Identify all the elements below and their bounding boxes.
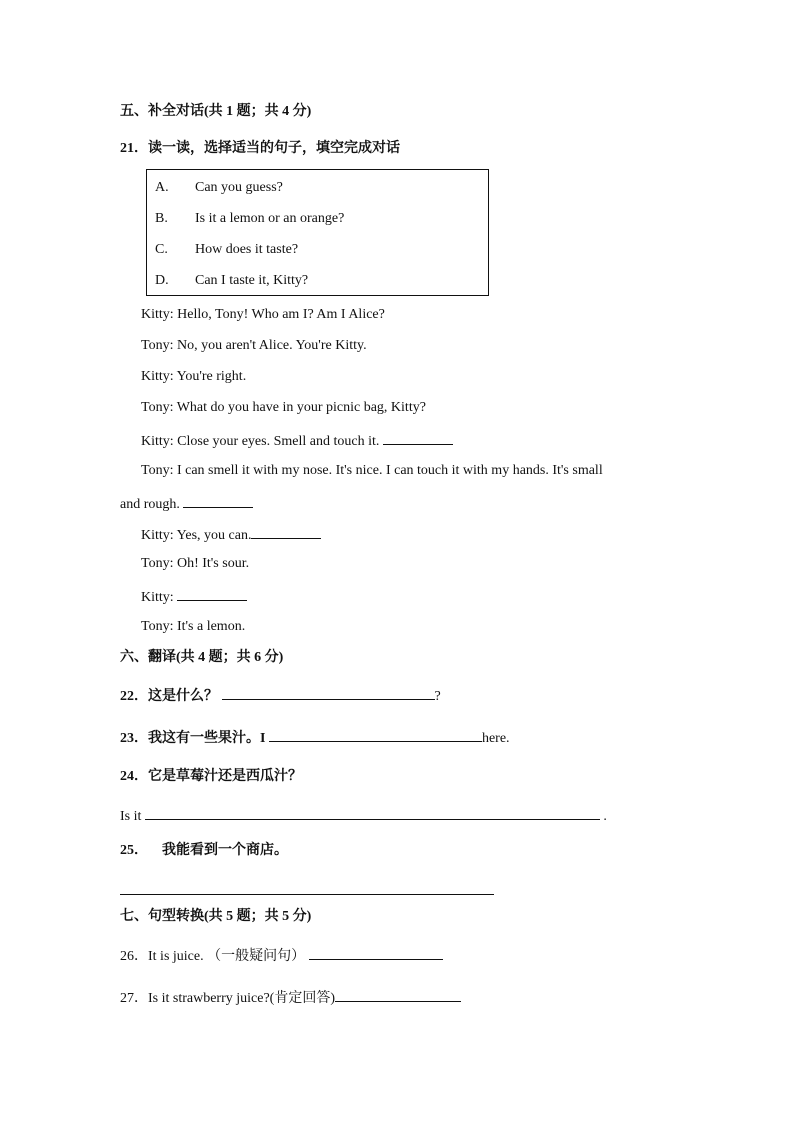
option-c-text: How does it taste?	[195, 242, 299, 257]
question-23-end: here.	[481, 731, 510, 746]
section-heading-7: 七、句型转换(共 5 题；共 5 分)	[120, 909, 312, 924]
answer-blank-26[interactable]	[309, 945, 443, 960]
dialogue-line-1: Kitty: Hello, Tony! Who am I? Am I Alice?	[141, 307, 385, 322]
answer-blank-1[interactable]	[383, 430, 453, 445]
dialogue-line-3: Kitty: You're right.	[141, 369, 247, 384]
question-24-end: .	[603, 809, 607, 824]
option-c-key: C.	[155, 242, 168, 257]
dialogue-line-7-text: and rough.	[120, 497, 180, 512]
question-22-end: ?	[434, 689, 441, 704]
option-d-text: Can I taste it, Kitty?	[195, 273, 309, 288]
answer-blank-2[interactable]	[183, 493, 253, 508]
question-26-text: 26．It is juice. （一般疑问句）	[120, 949, 306, 964]
question-24-answer	[120, 805, 607, 826]
question-23	[120, 727, 510, 748]
question-24-text: 24．它是草莓汁还是西瓜汁？	[120, 769, 302, 784]
dialogue-line-5	[141, 430, 453, 451]
option-c	[155, 241, 298, 259]
dialogue-line-8	[141, 524, 321, 545]
option-d	[155, 272, 308, 290]
dialogue-line-5-text: Kitty: Close your eyes. Smell and touch it.	[141, 434, 380, 449]
section-heading-6: 六、翻译(共 4 题；共 6 分)	[120, 650, 284, 665]
option-a-key: A.	[155, 180, 169, 195]
option-b-text: Is it a lemon or an orange?	[195, 211, 345, 226]
option-b-key: B.	[155, 211, 168, 226]
question-22-text: 22．这是什么？	[120, 689, 218, 704]
dialogue-line-2: Tony: No, you aren't Alice. You're Kitty.	[141, 338, 367, 353]
question-23-text: 23．我这有一些果汁。I	[120, 731, 266, 746]
option-a	[155, 179, 283, 197]
answer-blank-4[interactable]	[177, 586, 247, 601]
dialogue-line-9: Tony: Oh! It's sour.	[141, 556, 250, 571]
question-27	[120, 987, 461, 1008]
answer-blank-24[interactable]	[145, 805, 600, 820]
question-21-title: 21．读一读，选择适当的句子，填空完成对话	[120, 141, 400, 156]
question-24-prefix: Is it	[120, 809, 142, 824]
answer-blank-25[interactable]	[120, 894, 494, 895]
dialogue-line-11: Tony: It's a lemon.	[141, 619, 246, 634]
dialogue-line-6: Tony: I can smell it with my nose. It's nice. I can touch it with my hands. It's small	[141, 463, 603, 478]
dialogue-line-4: Tony: What do you have in your picnic bag, Kitty?	[141, 400, 426, 415]
answer-blank-22[interactable]	[222, 685, 435, 700]
dialogue-line-7	[120, 493, 253, 514]
section-heading-5: 五、补全对话(共 1 题；共 4 分)	[120, 104, 312, 119]
answer-blank-23[interactable]	[269, 727, 482, 742]
option-b	[155, 210, 344, 228]
answer-blank-27[interactable]	[335, 987, 461, 1002]
dialogue-line-10-text: Kitty:	[141, 590, 174, 605]
question-26	[120, 945, 443, 966]
dialogue-line-10	[141, 586, 247, 607]
question-25-text: 25． 我能看到一个商店。	[120, 843, 288, 858]
option-a-text: Can you guess?	[195, 180, 283, 195]
option-d-key: D.	[155, 273, 169, 288]
question-22	[120, 685, 441, 706]
question-27-text: 27．Is it strawberry juice?(肯定回答)	[120, 991, 335, 1006]
answer-blank-3[interactable]	[251, 524, 321, 539]
dialogue-line-8-text: Kitty: Yes, you can.	[141, 528, 252, 543]
options-box	[146, 169, 489, 296]
